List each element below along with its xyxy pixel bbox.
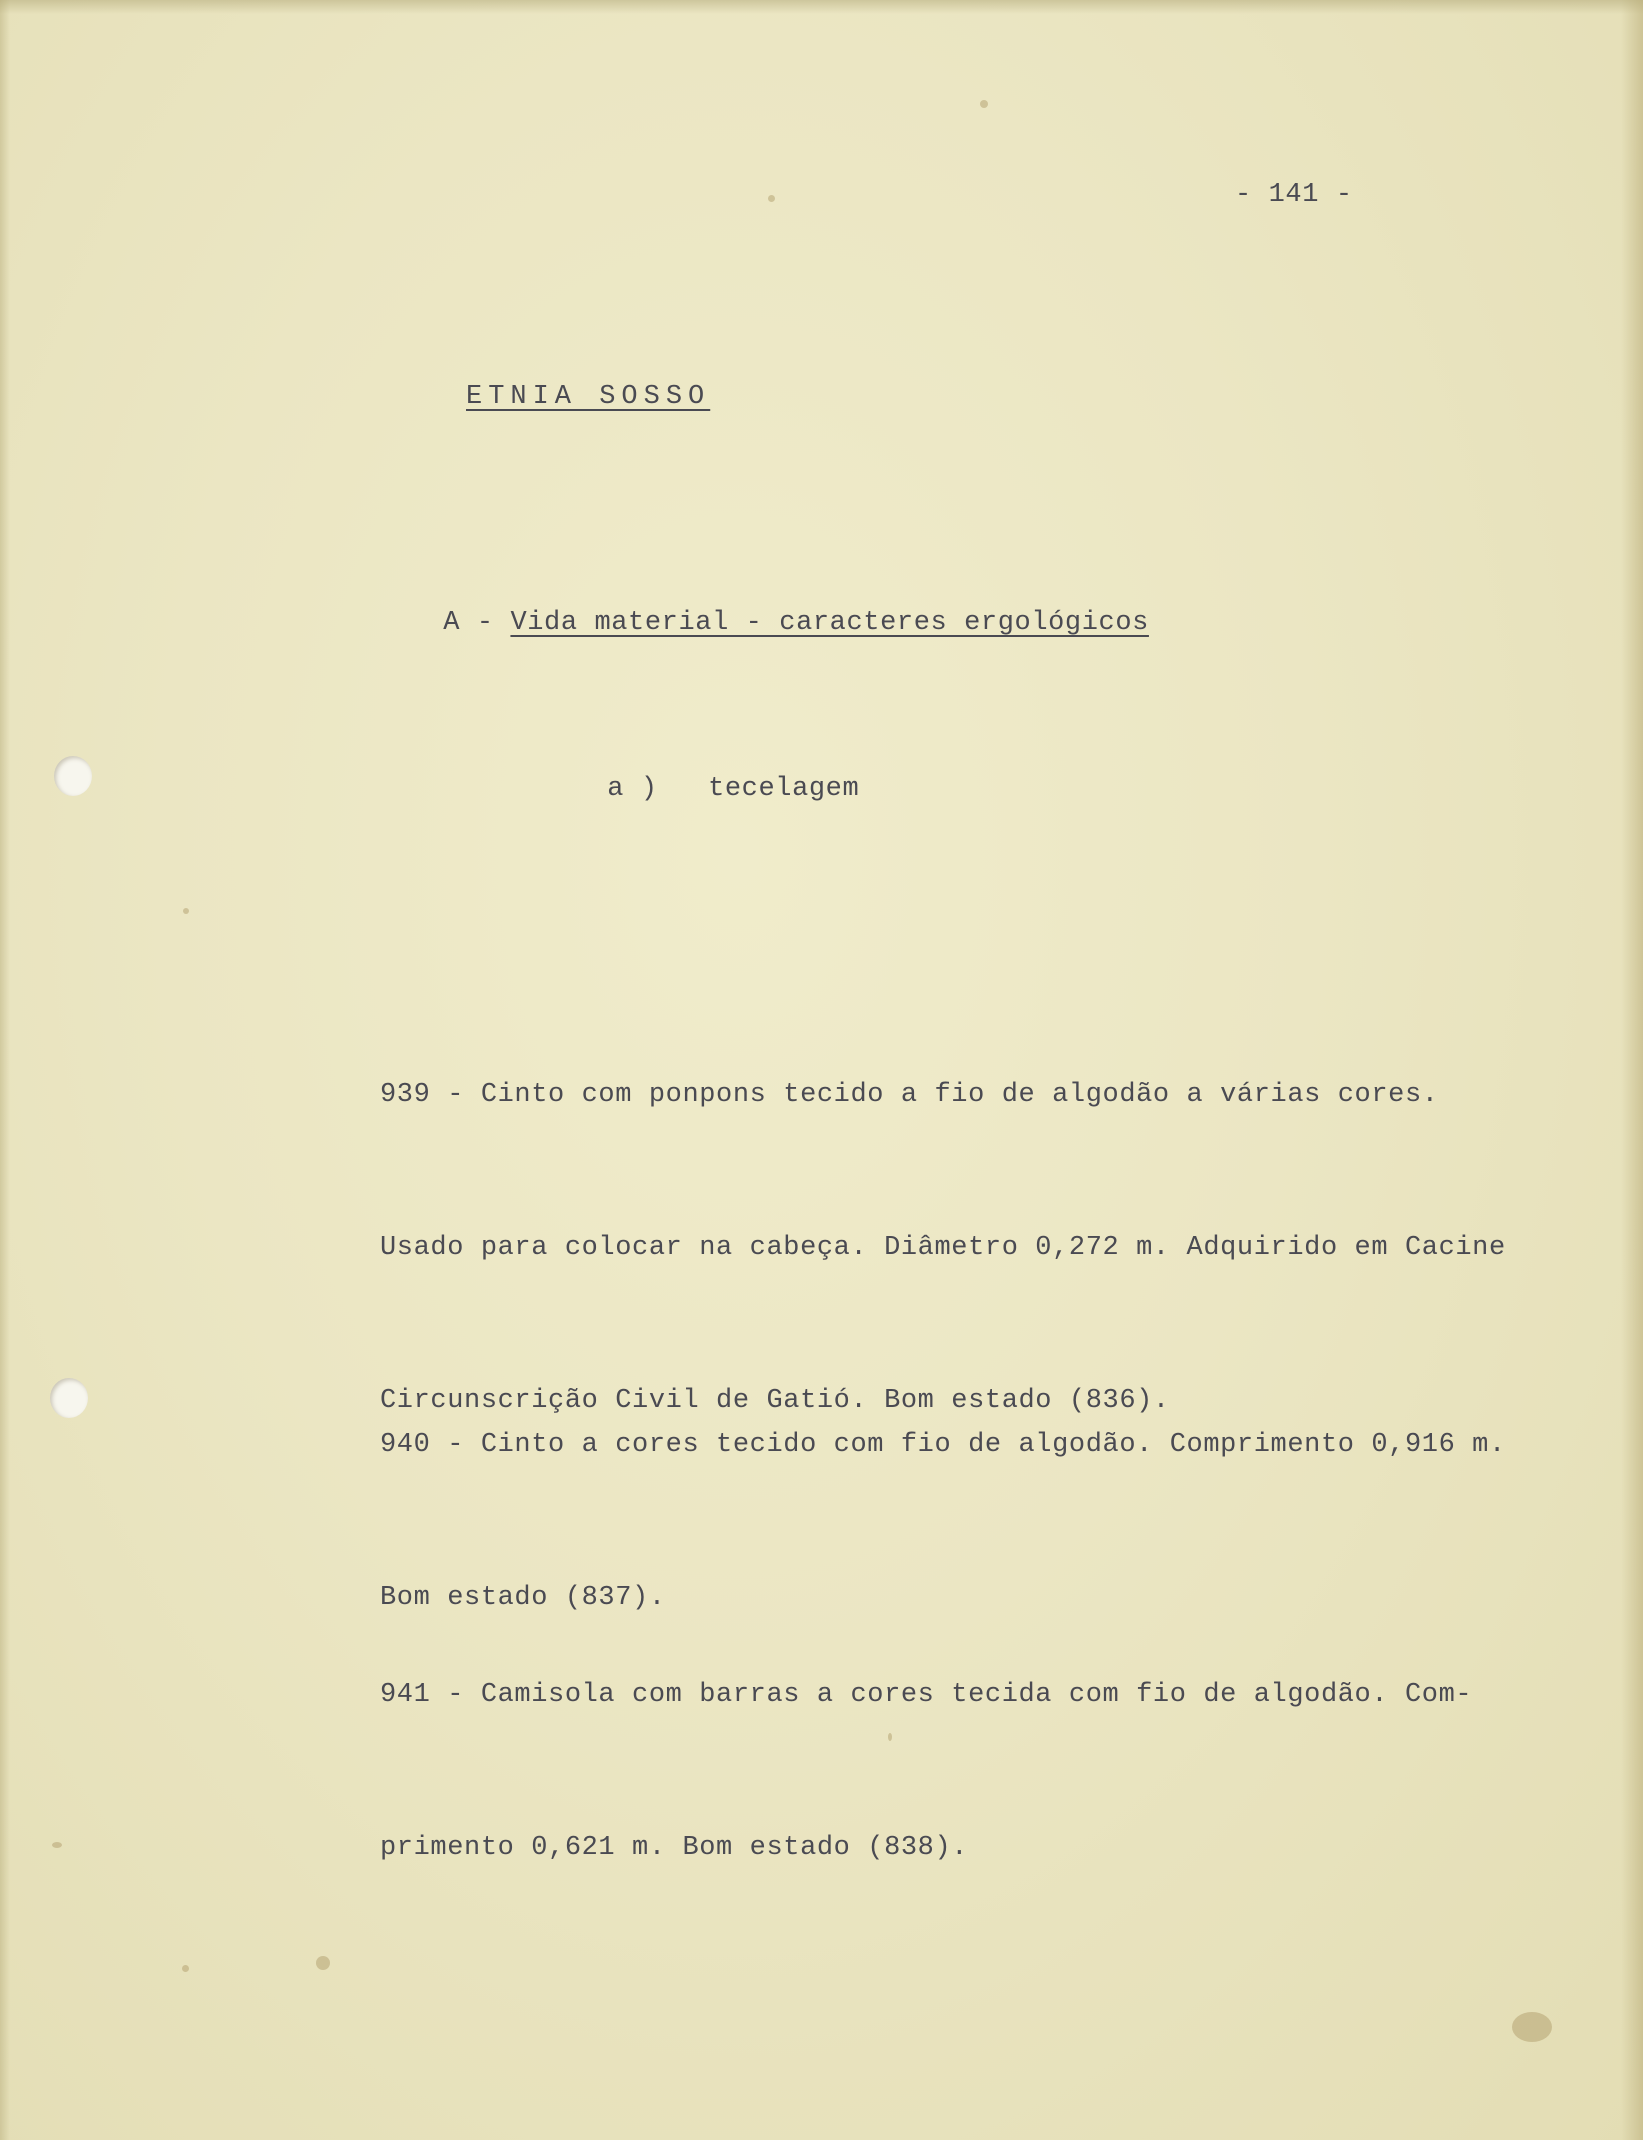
paper-speck [183,908,189,914]
paper-speck [980,100,988,108]
entry-line: 941 - Camisola com barras a cores tecida com fio de algodão. Com- [380,1680,1473,1710]
entry-line: 940 - Cinto a cores tecido com fio de algodão. Comprimento 0,916 m. [380,1430,1506,1460]
entry-line: Circunscrição Civil de Gatió. Bom estado (836). [380,1386,1170,1416]
paper-stain [1512,2012,1552,2042]
punch-hole-lower [50,1378,88,1418]
page-number: - 141 - [1235,180,1353,210]
paper-speck [182,1965,189,1972]
catalog-entry-941 [380,1568,1590,1976]
entry-line: Bom estado (837). [380,1583,666,1613]
punch-hole-upper [54,756,92,796]
paper-edge-right [1621,0,1643,2140]
subsection-heading [540,744,859,834]
paper-edge-left [0,0,10,2140]
paper-speck [768,195,775,202]
entry-line: 939 - Cinto com ponpons tecido a fio de algodão a várias cores. [380,1080,1439,1110]
paper-speck [52,1842,62,1848]
section-heading [376,578,1149,668]
subsection-marker: a ) [607,774,658,804]
section-prefix: A - [443,608,511,638]
entry-line: primento 0,621 m. Bom estado (838). [380,1833,969,1863]
paper-edge-top [0,0,1643,14]
subsection-label: tecelagem [708,774,860,804]
section-heading-text: Vida material - caracteres ergológicos [510,608,1149,638]
page-title: ETNIA SOSSO [466,382,711,412]
paper-speck [316,1956,330,1970]
entry-line: Usado para colocar na cabeça. Diâmetro 0,272 m. Adquirido em Cacine [380,1233,1506,1263]
